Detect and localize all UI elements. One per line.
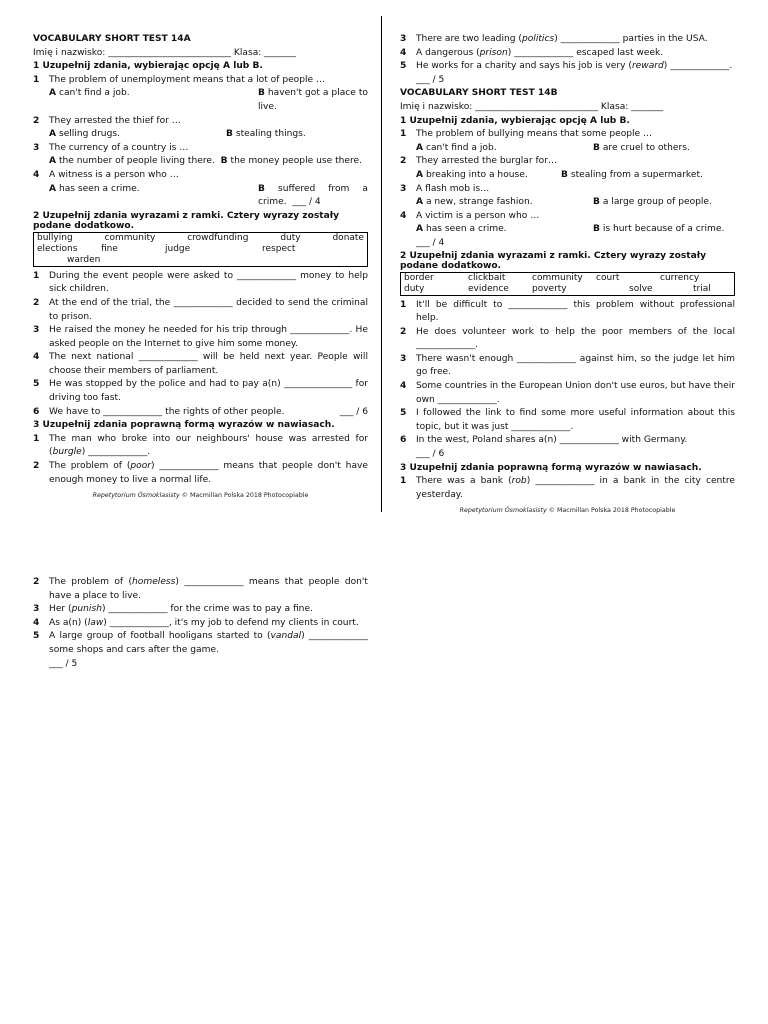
test-b-footer: Repetytorium Ósmoklasisty © Macmillan Polska 2018 Photocopiable <box>459 507 676 515</box>
test-a-s3-item-4: 4 As a(n) (law) _____________, it's my job to defend my clients in court. <box>33 617 359 628</box>
test-b-top-item-5: 5 He works for a charity and says his job is very (reward) _____________. <box>400 61 733 72</box>
test-a-s3-item-2: 2 The problem of (poor) _____________ means that people don't have enough money to live a normal life. <box>33 461 368 485</box>
test-a-s3-item-5: 5 A large group of football hooligans started to (vandal) _____________ some shops and cars after the game. <box>33 631 368 655</box>
test-a-section-2-heading: 2 Uzupełnij zdania wyrazami z ramki. Cztery wyrazy zostały podane dodatkowo. <box>33 210 340 231</box>
test-b-top-item-4: 4 A dangerous (prison) _____________ escaped last week. <box>400 47 664 58</box>
test-b-word-box: border clickbait community court currency duty evidence poverty solve trial <box>400 272 735 296</box>
test-b-s2-item-2: 2 He does volunteer work to help the poor members of the local _____________. <box>400 326 735 351</box>
test-a-section-1-heading: 1 Uzupełnij zdania, wybierając opcję A lub B. <box>33 61 263 72</box>
option-b: B haven't got a place to live. <box>258 88 368 112</box>
score-line: ___ / 5 <box>416 74 445 85</box>
option-b: B stealing things. <box>226 129 306 140</box>
test-b-s3-item-1: 1 There was a bank (rob) _____________ in a bank in the city centre yesterday. <box>400 476 735 500</box>
test-b-s1-item-2: 2 They arrested the burglar for… A breaking into a house. B stealing from a supermarket. <box>400 156 703 180</box>
test-14a-continued <box>33 576 368 671</box>
test-a-s1-item-4: 4 A witness is a person who … A has seen a crime. B suffered from a crime. ___ / 4 <box>33 169 368 210</box>
test-b-s2-item-1: 1 It'll be difficult to _____________ this problem without professional help. <box>400 299 735 324</box>
test-b-title: VOCABULARY SHORT TEST 14B <box>400 88 558 99</box>
test-a-s2-item-1: 1 During the event people were asked to _____________ money to help sick children. <box>33 270 368 295</box>
test-a-s1-item-3: 3 The currency of a country is … A the number of people living there. B the money people use there. <box>33 142 363 167</box>
test-b-s1-item-3: 3 A flash mob is… A a new, strange fashion. B a large group of people. <box>400 183 712 208</box>
test-14b <box>400 33 735 518</box>
test-a-s1-item-2: 2 They arrested the thief for … A selling drugs. B stealing things. <box>33 115 368 142</box>
test-a-name-line: Imię i nazwisko: ___________________________ Klasa: _______ <box>33 47 297 58</box>
test-b-s2-item-3: 3 There wasn't enough _____________ against him, so the judge let him go free. <box>400 353 735 378</box>
test-a-s2-item-4: 4 The next national _____________ will be held next year. People will choose their members of parliament. <box>33 352 368 376</box>
test-a-s3-item-1: 1 The man who broke into our neighbours' house was arrested for (burgle) _____________. <box>33 433 368 458</box>
test-a-s3-item-2b: 2 The problem of (homeless) _____________ means that people don't have a place to live. <box>33 577 368 601</box>
option-a: A has seen a crime. <box>49 183 140 194</box>
test-b-top-item-3: 3 There are two leading (politics) _____________ parties in the USA. <box>400 34 708 44</box>
test-b-section-1-heading: 1 Uzupełnij zdania, wybierając opcję A lub B. <box>400 115 630 126</box>
test-a-s2-item-3: 3 He raised the money he needed for his trip through _____________. He asked people on the Internet to give him some money. <box>33 325 368 349</box>
test-b-s2-item-6: 6 In the west, Poland shares a(n) _____________ with Germany. <box>400 435 688 446</box>
test-a-footer: Repetytorium Ósmoklasisty © Macmillan Polska 2018 Photocopiable <box>92 492 309 500</box>
test-b-section-3-heading: 3 Uzupełnij zdania poprawną formą wyrazów w nawiasach. <box>400 462 702 473</box>
test-b-s1-item-1: 1 The problem of bullying means that some people … A can't find a job. B are cruel to others. <box>400 129 690 153</box>
score-line: ___ / 4 <box>292 197 321 208</box>
test-b-name-line: Imię i nazwisko: ___________________________ Klasa: _______ <box>400 101 664 112</box>
option-a: A can't find a job. <box>49 88 130 99</box>
test-a-s2-item-5: 5 He was stopped by the police and had to pay a(n) _______________ for driving too fast. <box>33 379 368 404</box>
test-a-s2-item-2: 2 At the end of the trial, the _____________ decided to send the criminal to prison. <box>33 297 368 322</box>
test-a-section-3-heading: 3 Uzupełnij zdania poprawną formą wyrazów w nawiasach. <box>33 420 335 431</box>
test-14a <box>33 33 368 503</box>
score-line: ___ / 4 <box>416 237 445 248</box>
score-line: ___ / 5 <box>49 658 78 669</box>
test-b-section-2-heading: 2 Uzupełnij zdania wyrazami z ramki. Cztery wyrazy zostały podane dodatkowo. <box>400 250 707 271</box>
test-b-s2-item-4: 4 Some countries in the European Union don't use euros, but have their own _____________. <box>400 381 735 405</box>
score-line: ___ / 6 <box>416 449 445 460</box>
test-a-s3-item-3: 3 Her (punish) _____________ for the crime was to pay a fine. <box>33 604 313 615</box>
test-b-s1-item-4: 4 A victim is a person who … A has seen a crime. B is hurt because of a crime. <box>400 210 725 235</box>
test-b-s2-item-5: 5 I followed the link to find some more useful information about this topic, but it was just _____________. <box>400 408 735 432</box>
test-a-s1-item-1: 1 The problem of unemployment means that a lot of people … A can't find a job. B haven't got a place to live. <box>33 74 368 115</box>
option-a: A selling drugs. <box>49 129 120 140</box>
test-a-title: VOCABULARY SHORT TEST 14A <box>33 34 191 44</box>
score-line: ___ / 6 <box>339 406 368 417</box>
test-a-word-box: bullying community crowdfunding duty donate elections fine judge respect warden <box>33 232 368 267</box>
option-b: B suffered from a crime. ___ / 4 <box>258 183 368 208</box>
column-divider <box>381 16 382 512</box>
test-a-s2-item-6: 6 We have to _____________ the rights of other people. ___ / 6 <box>33 406 368 420</box>
